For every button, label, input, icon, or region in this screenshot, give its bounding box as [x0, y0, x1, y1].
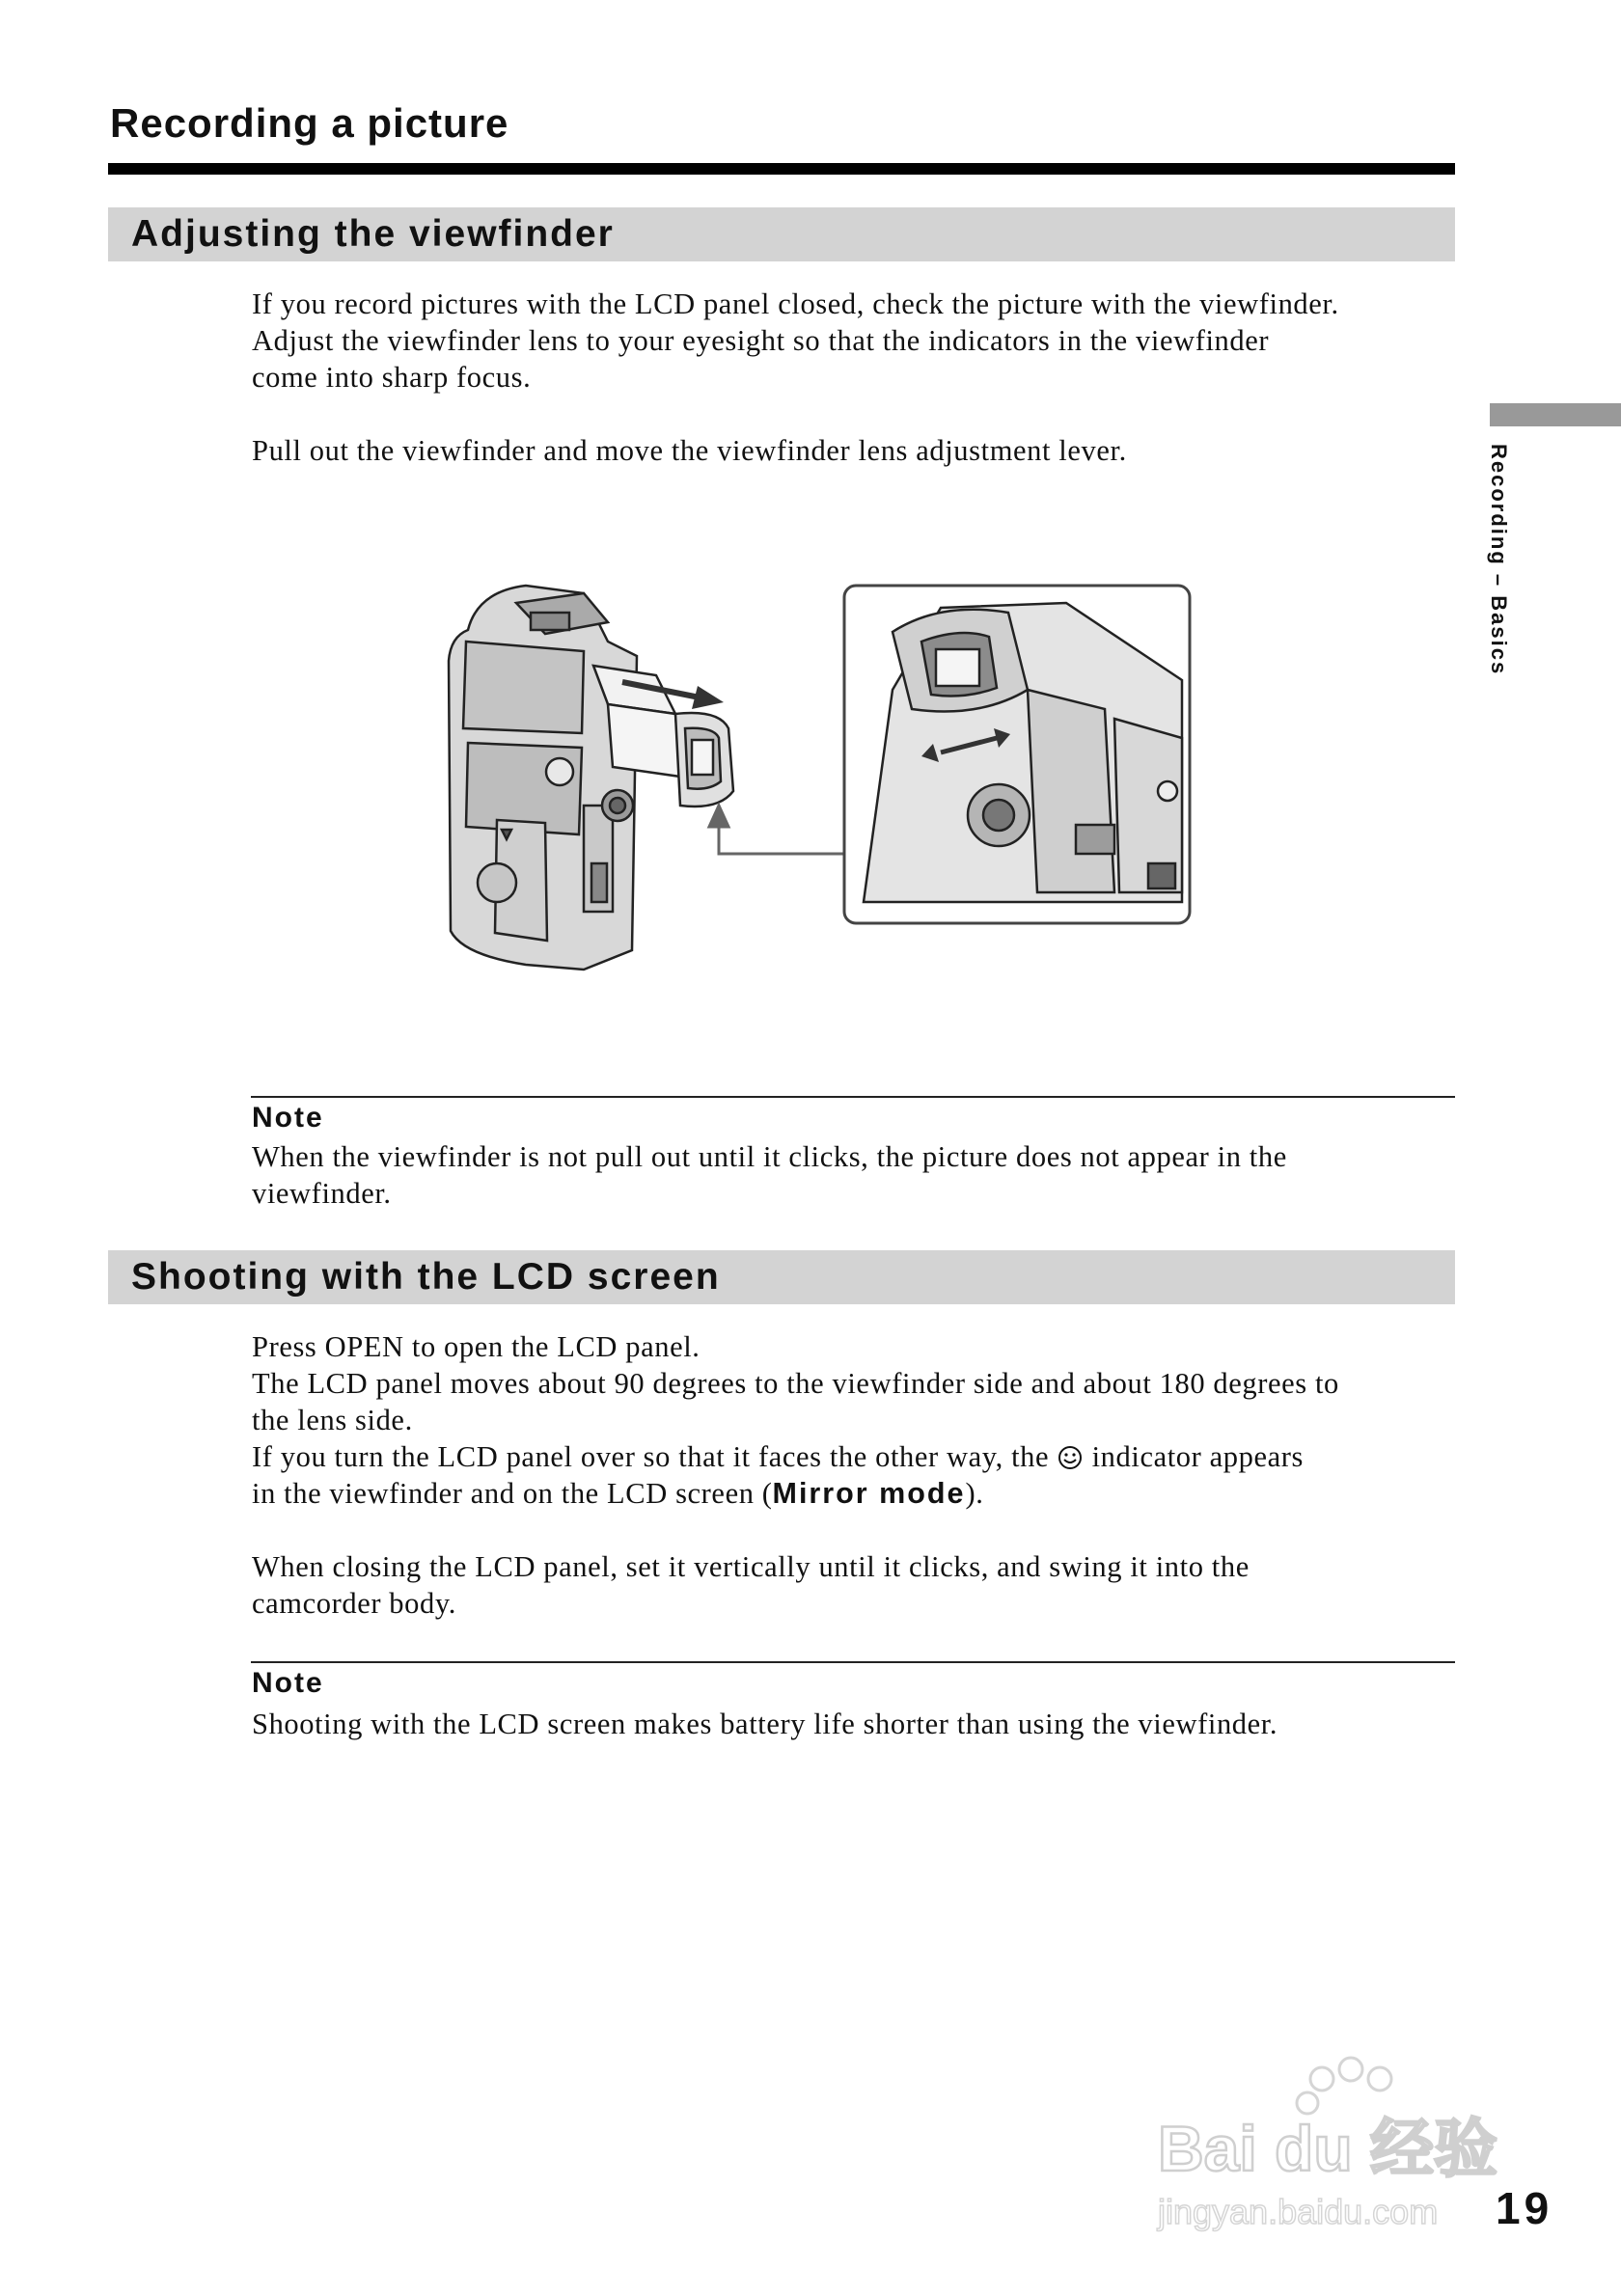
side-chapter-label: [1476, 444, 1515, 695]
note-text-lcd: [252, 1706, 1458, 1742]
note-rule: [251, 1096, 1455, 1098]
side-chapter-label-text: Recording – Basics: [1487, 444, 1511, 676]
paragraph-line: come into sharp focus.: [252, 361, 532, 394]
paragraph-line: [252, 1438, 1458, 1475]
paragraph-line: Shooting with the LCD screen makes battery life shorter than using the viewfinder.: [252, 1708, 1278, 1740]
page-number: 19: [1496, 2183, 1553, 2233]
mirror-mode-icon: [1057, 1444, 1084, 1471]
watermark-logo-text: Bai du 经验: [1158, 2113, 1498, 2184]
section-bar-lcd: [108, 1250, 1455, 1304]
paragraph-line: [252, 1475, 1458, 1512]
paragraph-line: If you record pictures with the LCD panel closed, check the picture with the viewfinder.: [252, 287, 1339, 320]
detail-inset-drawing: [864, 603, 1182, 902]
side-tab-marker: [1490, 403, 1621, 426]
heading-rule: [108, 163, 1455, 175]
lcd-closing-paragraph: [252, 1548, 1458, 1622]
paragraph-line: When closing the LCD panel, set it vertically until it clicks, and swing it into the: [252, 1550, 1250, 1583]
note-rule: [251, 1661, 1455, 1663]
text-span: ).: [965, 1477, 984, 1510]
paragraph-line: Adjust the viewfinder lens to your eyesight so that the indicators in the viewfinder: [252, 324, 1270, 357]
camcorder-body-drawing: [449, 586, 637, 970]
paragraph-line: Pull out the viewfinder and move the viewfinder lens adjustment lever.: [252, 434, 1127, 467]
viewfinder-instruction-paragraph: [252, 432, 1458, 469]
note-text-viewfinder: [252, 1138, 1458, 1212]
detail-connector-arrow: [709, 806, 844, 854]
paragraph-line: the lens side.: [252, 1404, 413, 1436]
watermark-url-text: jingyan.baidu.com: [1158, 2192, 1439, 2231]
note-label: Note: [252, 1102, 324, 1134]
paragraph-line: camcorder body.: [252, 1587, 456, 1620]
paragraph-line: viewfinder.: [252, 1177, 392, 1210]
mirror-mode-term: Mirror mode: [772, 1477, 966, 1510]
viewfinder-intro-paragraph: [252, 286, 1458, 396]
text-span: If you turn the LCD panel over so that it faces the other way, the: [252, 1440, 1058, 1473]
section-bar-viewfinder: [108, 207, 1455, 261]
section-title-viewfinder: Adjusting the viewfinder: [131, 213, 615, 255]
paragraph-line: When the viewfinder is not pull out until it clicks, the picture does not appear in the: [252, 1140, 1287, 1173]
section-title-lcd: Shooting with the LCD screen: [131, 1256, 721, 1298]
paragraph-line: Press OPEN to open the LCD panel.: [252, 1330, 701, 1363]
lcd-instructions-paragraph: [252, 1328, 1458, 1512]
camcorder-viewfinder-illustration: [439, 574, 1201, 979]
text-span: indicator appears: [1084, 1440, 1304, 1473]
note-label: Note: [252, 1667, 324, 1699]
page-heading: Recording a picture: [110, 100, 509, 146]
baidu-watermark: [1148, 2045, 1534, 2238]
paragraph-line: The LCD panel moves about 90 degrees to the viewfinder side and about 180 degrees to: [252, 1367, 1339, 1400]
text-span: in the viewfinder and on the LCD screen (: [252, 1477, 773, 1510]
